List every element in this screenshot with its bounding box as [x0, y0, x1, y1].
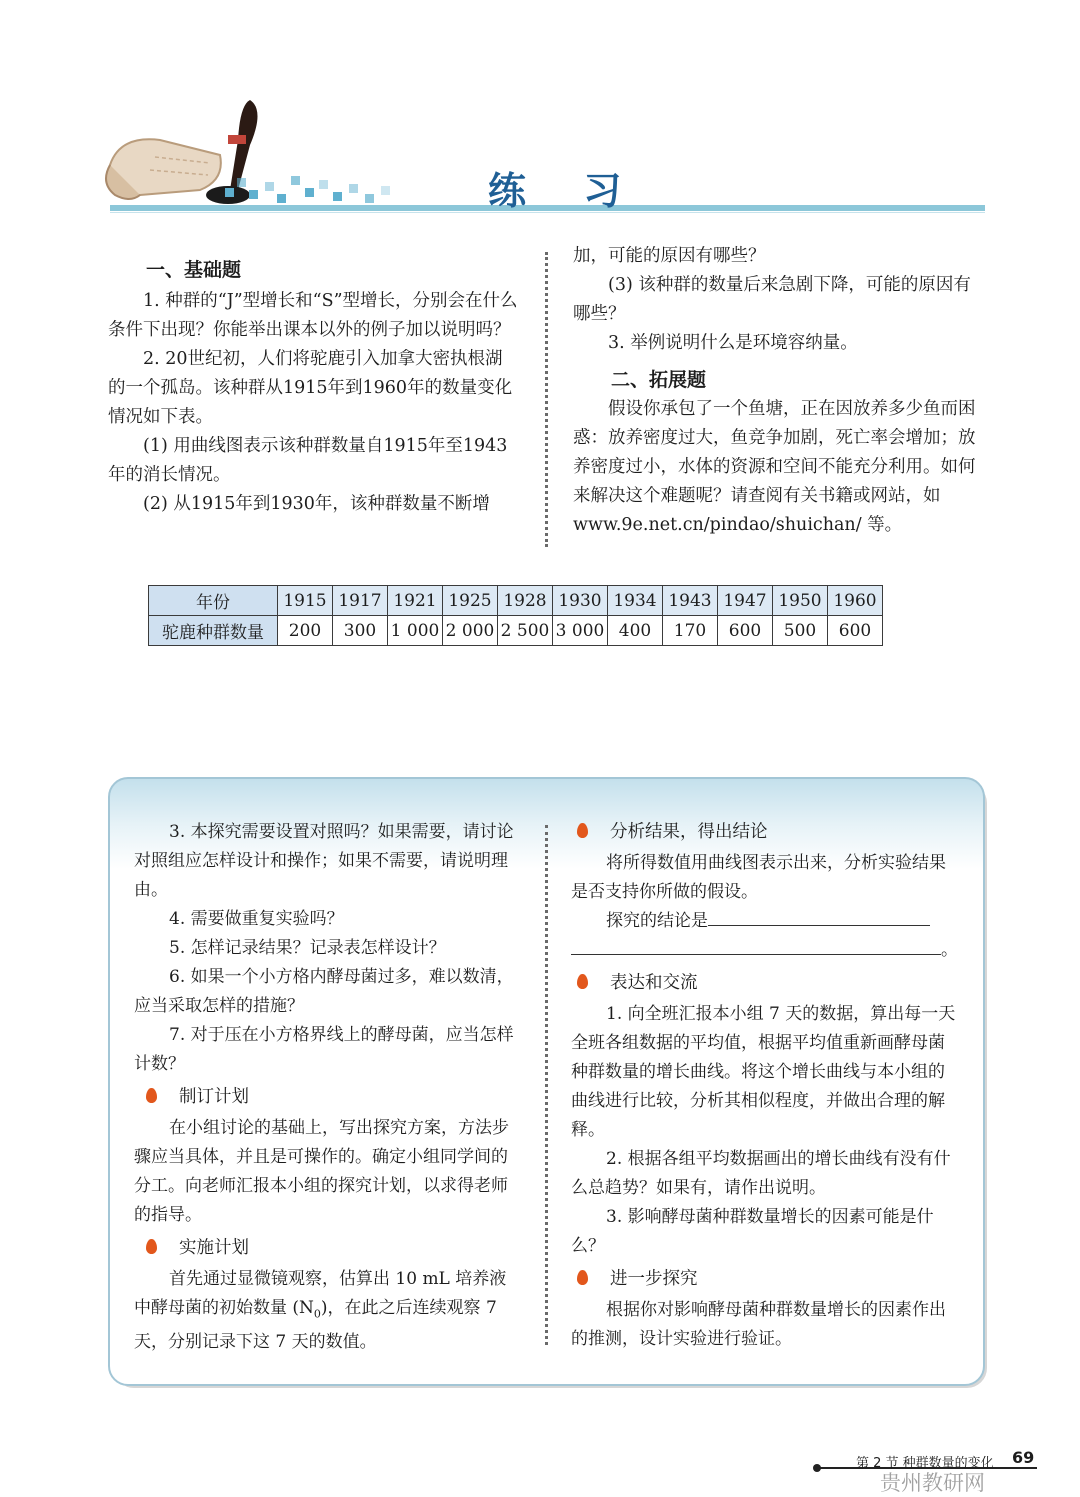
plan-heading — [146, 1083, 522, 1112]
do-heading-label: 实施计划 — [179, 1238, 249, 1258]
extension-heading: 二、拓展题 — [611, 369, 707, 391]
table-cell: 1917 — [333, 586, 388, 616]
extension-question: 假设你承包了一个鱼塘，正在因放养多少鱼而困惑：放养密度过大，鱼竞争加剧，死亡率会增加；放养密度过小，水体的资源和空间不能充分利用。如何来解决这个难题呢？请查阅有关书籍或网站，如 www.9e.net.cn/pindao/shuichan/ 等。 — [573, 399, 976, 535]
express-item-1: 1. 向全班汇报本小组 7 天的数据，算出每一天全班各组数据的平均值，根据平均值重新画酵母菌种群数量的增长曲线。将这个增长曲线与本小组的曲线进行比较，分析其相似程度，并做出合理的解释。 — [571, 1004, 956, 1140]
drop-icon — [146, 1239, 157, 1254]
inquiry-left-column — [134, 818, 522, 1357]
watermark: 贵州教研网 — [880, 1471, 985, 1495]
page-number: 69 — [1012, 1448, 1035, 1467]
analyze-text: 将所得数值用曲线图表示出来，分析实验结果是否支持你所做的假设。 — [571, 853, 946, 902]
table-cell: 1930 — [553, 586, 608, 616]
question-2-1: (1) 用曲线图表示该种群数量自1915年至1943年的消长情况。 — [108, 436, 508, 485]
row-label-year: 年份 — [149, 586, 278, 616]
question-2-2: (2) 从1915年到1930年，该种群数量不断增 — [143, 494, 490, 514]
table-cell: 1921 — [388, 586, 443, 616]
question-1: 1. 种群的“J”型增长和“S”型增长，分别会在什么条件下出现？你能举出课本以外的例子加以说明吗？ — [108, 291, 518, 340]
section-label: 第 2 节 种群数量的变化 — [856, 1456, 994, 1471]
inquiry-question-6: 6. 如果一个小方格内酵母菌过多，难以数清，应当采取怎样的措施？ — [134, 967, 514, 1016]
express-item-2: 2. 根据各组平均数据画出的增长曲线有没有什么总趋势？如果有，请作出说明。 — [571, 1149, 951, 1198]
table-cell: 1950 — [773, 586, 828, 616]
question-2-3: (3) 该种群的数量后来急剧下降，可能的原因有哪些？ — [573, 275, 971, 324]
table-cell: 200 — [278, 616, 333, 646]
table-cell: 1947 — [718, 586, 773, 616]
conclusion-line-2 — [571, 936, 959, 965]
inquiry-question-4: 4. 需要做重复实验吗？ — [169, 909, 344, 929]
conclusion-end: 。 — [941, 940, 958, 960]
table-cell: 600 — [718, 616, 773, 646]
table-cell: 170 — [663, 616, 718, 646]
table-cell: 1934 — [608, 586, 663, 616]
inquiry-question-7: 7. 对于压在小方格界线上的酵母菌，应当怎样计数？ — [134, 1025, 514, 1074]
inquiry-column-divider — [545, 825, 548, 1345]
table-cell: 400 — [608, 616, 663, 646]
table-cell: 1943 — [663, 586, 718, 616]
further-text: 根据你对影响酵母菌种群数量增长的因素作出的推测，设计实验进行验证。 — [571, 1300, 946, 1349]
analyze-heading — [577, 818, 959, 847]
moose-population-table — [148, 585, 883, 646]
plan-heading-label: 制订计划 — [179, 1087, 249, 1107]
do-text-b: )，在此之后连续观察 7 天，分别记录下这 7 天的数值。 — [134, 1298, 497, 1353]
do-text-a: 首先通过显微镜观察，估算出 10 mL 培养液中酵母菌的初始数量 (N — [134, 1269, 507, 1318]
table-cell: 1915 — [278, 586, 333, 616]
row-label-count: 驼鹿种群数量 — [149, 616, 278, 646]
plan-text: 在小组讨论的基础上，写出探究方案，方法步骤应当具体，并且是可操作的。确定小组同学间的分工。向老师汇报本小组的探究计划，以求得老师的指导。 — [134, 1118, 509, 1225]
table-row-counts — [149, 616, 883, 646]
exercise-right-column — [573, 242, 985, 540]
express-heading-label: 表达和交流 — [610, 973, 698, 993]
further-heading-label: 进一步探究 — [610, 1269, 698, 1289]
do-heading — [146, 1234, 522, 1263]
conclusion-line — [571, 907, 959, 936]
table-cell: 300 — [333, 616, 388, 646]
inquiry-right-column — [571, 818, 959, 1354]
table-row-years — [149, 586, 883, 616]
table-cell: 3 000 — [553, 616, 608, 646]
exercise-left-column — [108, 256, 520, 519]
column-divider — [545, 252, 548, 547]
table-cell: 1960 — [828, 586, 883, 616]
inquiry-question-5: 5. 怎样记录结果？记录表怎样设计？ — [169, 938, 446, 958]
basic-heading: 一、基础题 — [146, 259, 242, 281]
drop-icon — [577, 974, 588, 989]
conclusion-blank — [708, 925, 930, 926]
drop-icon — [577, 823, 588, 838]
table-cell: 2 000 — [443, 616, 498, 646]
page-title: 练 习 — [488, 168, 644, 213]
table-cell: 1 000 — [388, 616, 443, 646]
question-2: 2. 20世纪初，人们将驼鹿引入加拿大密执根湖的一个孤岛。该种群从1915年到1960年的数量变化情况如下表。 — [108, 349, 513, 427]
table-cell: 500 — [773, 616, 828, 646]
conclusion-blank-2 — [571, 954, 941, 955]
conclusion-label: 探究的结论是 — [606, 911, 708, 931]
table-cell: 1925 — [443, 586, 498, 616]
drop-icon — [577, 1270, 588, 1285]
express-heading — [577, 969, 959, 998]
do-text — [134, 1265, 522, 1357]
table-cell: 2 500 — [498, 616, 553, 646]
analyze-heading-label: 分析结果，得出结论 — [610, 822, 768, 842]
inquiry-question-3: 3. 本探究需要设置对照吗？如果需要，请讨论对照组应怎样设计和操作；如果不需要，请说明理由。 — [134, 822, 514, 900]
further-heading — [577, 1265, 959, 1294]
express-item-3: 3. 影响酵母菌种群数量增长的因素可能是什么？ — [571, 1207, 934, 1256]
table-cell: 600 — [828, 616, 883, 646]
do-text-subscript: 0 — [313, 1307, 321, 1321]
question-2-2-continued: 加，可能的原因有哪些？ — [573, 246, 766, 266]
header-pixel-strip — [225, 168, 400, 206]
drop-icon — [146, 1088, 157, 1103]
footer-dot — [813, 1464, 821, 1472]
question-3: 3. 举例说明什么是环境容纳量。 — [608, 333, 858, 353]
table-cell: 1928 — [498, 586, 553, 616]
